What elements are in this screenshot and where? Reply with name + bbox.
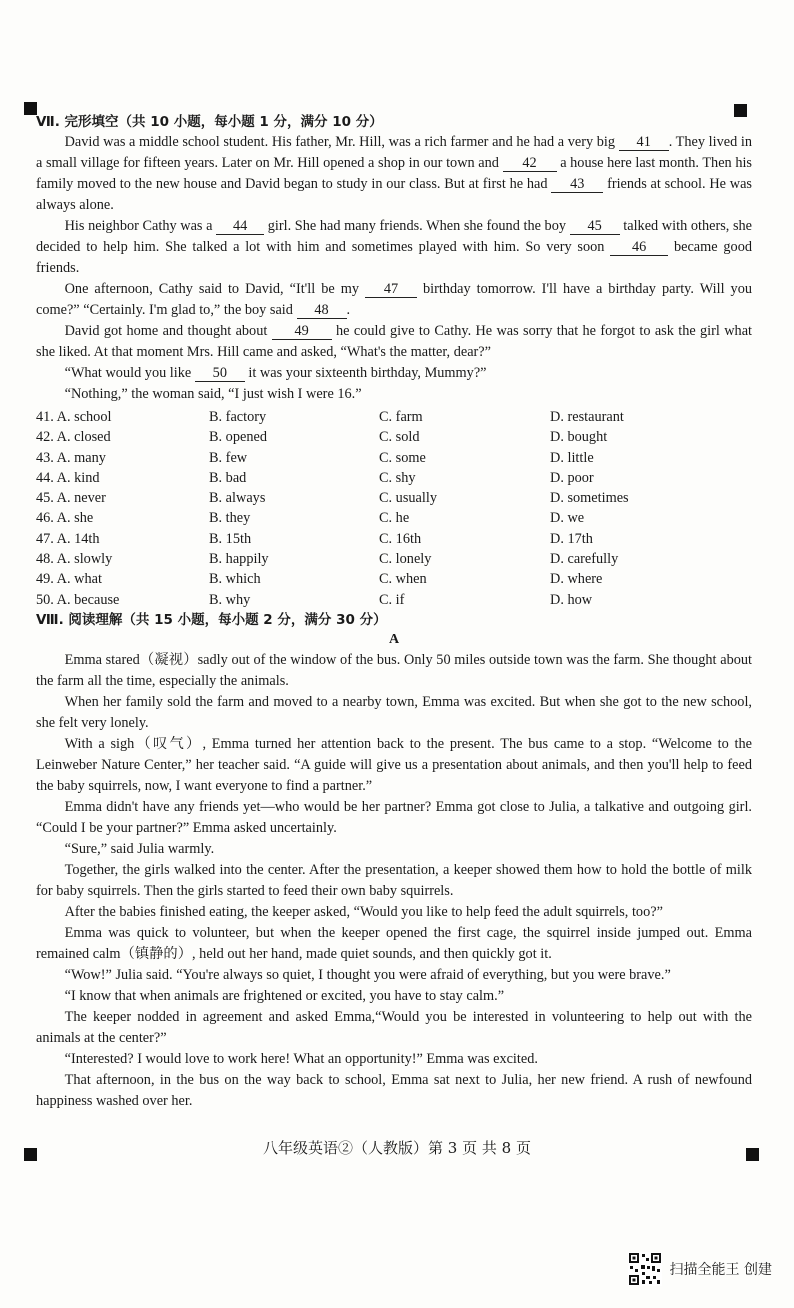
cloze-paragraph-5: “What would you like 50 it was your sixteenth birthday, Mummy?” xyxy=(64,365,487,381)
options-row-48: 48. A. slowly B. happily C. lonely D. carefully xyxy=(36,551,619,568)
cloze-paragraph-1: David was a middle school student. His father, Mr. Hill, was a rich farmer and he had a very big 41 . They lived in a small village for fifteen years. Later on Mr. Hill opened a shop in our town and 42 a house here last month. Then his family moved to the new house and David began to study in our class. But at first he had 43 friends at school. He was always alone. xyxy=(36,134,753,213)
passage-paragraph: “Wow!” Julia said. “You're always so quiet, I thought you were afraid of everything, but you were brave.” xyxy=(64,966,671,983)
blank-45: 45 xyxy=(570,218,620,235)
cloze-paragraph-6: “Nothing,” the woman said, “I just wish I were 16.” xyxy=(64,386,362,402)
watermark-text: 扫描全能王 创建 xyxy=(669,1262,772,1278)
options-row-41: 41. A. school B. factory C. farm D. restaurant xyxy=(36,409,624,425)
passage-paragraph: When her family sold the farm and moved to a nearby town, Emma was excited. But when she got to the new school, she felt very lonely. xyxy=(36,693,752,731)
passage-paragraph: “I know that when animals are frightened or excited, you have to stay calm.” xyxy=(64,987,505,1004)
blank-48: 48 xyxy=(297,302,347,319)
passage-paragraph: Together, the girls walked into the center. After the presentation, a keeper showed them how to hold the bottle of milk for baby squirrels. Then the girls started to feed their own baby squirrels. xyxy=(36,861,752,899)
passage-paragraph: Emma didn't have any friends yet—who would be her partner? Emma got close to Julia, a talkative and outgoing girl. “Could I be your partner?” Emma asked uncertainly. xyxy=(36,798,752,836)
page-footer: 八年级英语②（人教版）第 3 页 共 8 页 xyxy=(263,1139,531,1157)
passage-paragraph: With a sigh（叹气）, Emma turned her attention back to the present. The bus came to a stop. “Welcome to the Leinweber Nature Center,” her teacher said. “A guide will give us a presentation about animals, and then you'll help to feed the baby squirrels, now, I want everyone to find a partner.” xyxy=(36,735,752,794)
blank-41: 41 xyxy=(619,134,669,151)
passage-paragraph: “Interested? I would love to work here! What an opportunity!” Emma was excited. xyxy=(64,1050,538,1067)
options-row-46: 46. A. she B. they C. he D. we xyxy=(36,510,585,527)
blank-50: 50 xyxy=(195,365,245,382)
exam-page xyxy=(36,112,752,1112)
passage-paragraph: Emma was quick to volunteer, but when the keeper opened the first cage, the squirrel inside jumped out. Emma remained calm（镇静的）, held out her hand, made quiet sounds, and then quickly got it. xyxy=(36,924,752,962)
passage-paragraph: That afternoon, in the bus on the way back to school, Emma sat next to Julia, her new friend. A rush of newfound happiness washed over her. xyxy=(36,1071,752,1109)
options-row-43: 43. A. many B. few C. some D. little xyxy=(36,449,594,466)
passage-paragraph: Emma stared（凝视）sadly out of the window of the bus. Only 50 miles outside town was the farm. She thought about the farm all the time, especially the animals. xyxy=(36,651,752,689)
passage-label: A xyxy=(388,631,400,647)
passage-paragraph: The keeper nodded in agreement and asked Emma,“Would you be interested in volunteering to help out with the animals at the center?” xyxy=(36,1008,752,1046)
cloze-paragraph-4: David got home and thought about 49 he could give to Cathy. He was sorry that he forgot to ask the girl what she liked. At that moment Mrs. Hill came and asked, “What's the matter, dear?” xyxy=(36,323,753,360)
blank-46: 46 xyxy=(610,239,668,256)
options-row-45: 45. A. never B. always C. usually D. sometimes xyxy=(36,490,629,507)
reading-passage xyxy=(36,650,752,1112)
blank-47: 47 xyxy=(365,281,417,298)
options-row-49: 49. A. what B. which C. when D. where xyxy=(36,571,603,588)
section-8-title: Ⅷ. 阅读理解（共 15 小题，每小题 2 分，满分 30 分） xyxy=(36,611,387,628)
options-row-50: 50. A. because B. why C. if D. how xyxy=(36,591,593,608)
options-row-42: 42. A. closed B. opened C. sold D. bought xyxy=(36,429,608,446)
cloze-paragraph-3: One afternoon, Cathy said to David, “It'll be my 47 birthday tomorrow. I'll have a birthday party. Will you come?” “Certainly. I'm glad to,” the boy said 48 . xyxy=(36,281,753,318)
cloze-paragraph-2: His neighbor Cathy was a 44 girl. She had many friends. When she found the boy 45 talked with others, she decided to help him. She talked a lot with him and sometimes played with him. So very soon 46 became good friends. xyxy=(36,218,753,276)
options-row-47: 47. A. 14th B. 15th C. 16th D. 17th xyxy=(36,530,593,547)
qr-code-icon xyxy=(628,1252,662,1286)
options-row-44: 44. A. kind B. bad C. shy D. poor xyxy=(36,469,594,486)
blank-42: 42 xyxy=(503,155,557,172)
blank-49: 49 xyxy=(272,323,332,340)
scanner-watermark xyxy=(628,1252,772,1286)
passage-paragraph: “Sure,” said Julia warmly. xyxy=(64,840,215,857)
blank-43: 43 xyxy=(551,176,603,193)
cloze-options xyxy=(36,407,752,610)
passage-paragraph: After the babies finished eating, the keeper asked, “Would you like to help feed the adult squirrels, too?” xyxy=(64,903,663,920)
section-7-title: Ⅶ. 完形填空（共 10 小题，每小题 1 分，满分 10 分） xyxy=(36,114,383,130)
blank-44: 44 xyxy=(216,218,264,235)
